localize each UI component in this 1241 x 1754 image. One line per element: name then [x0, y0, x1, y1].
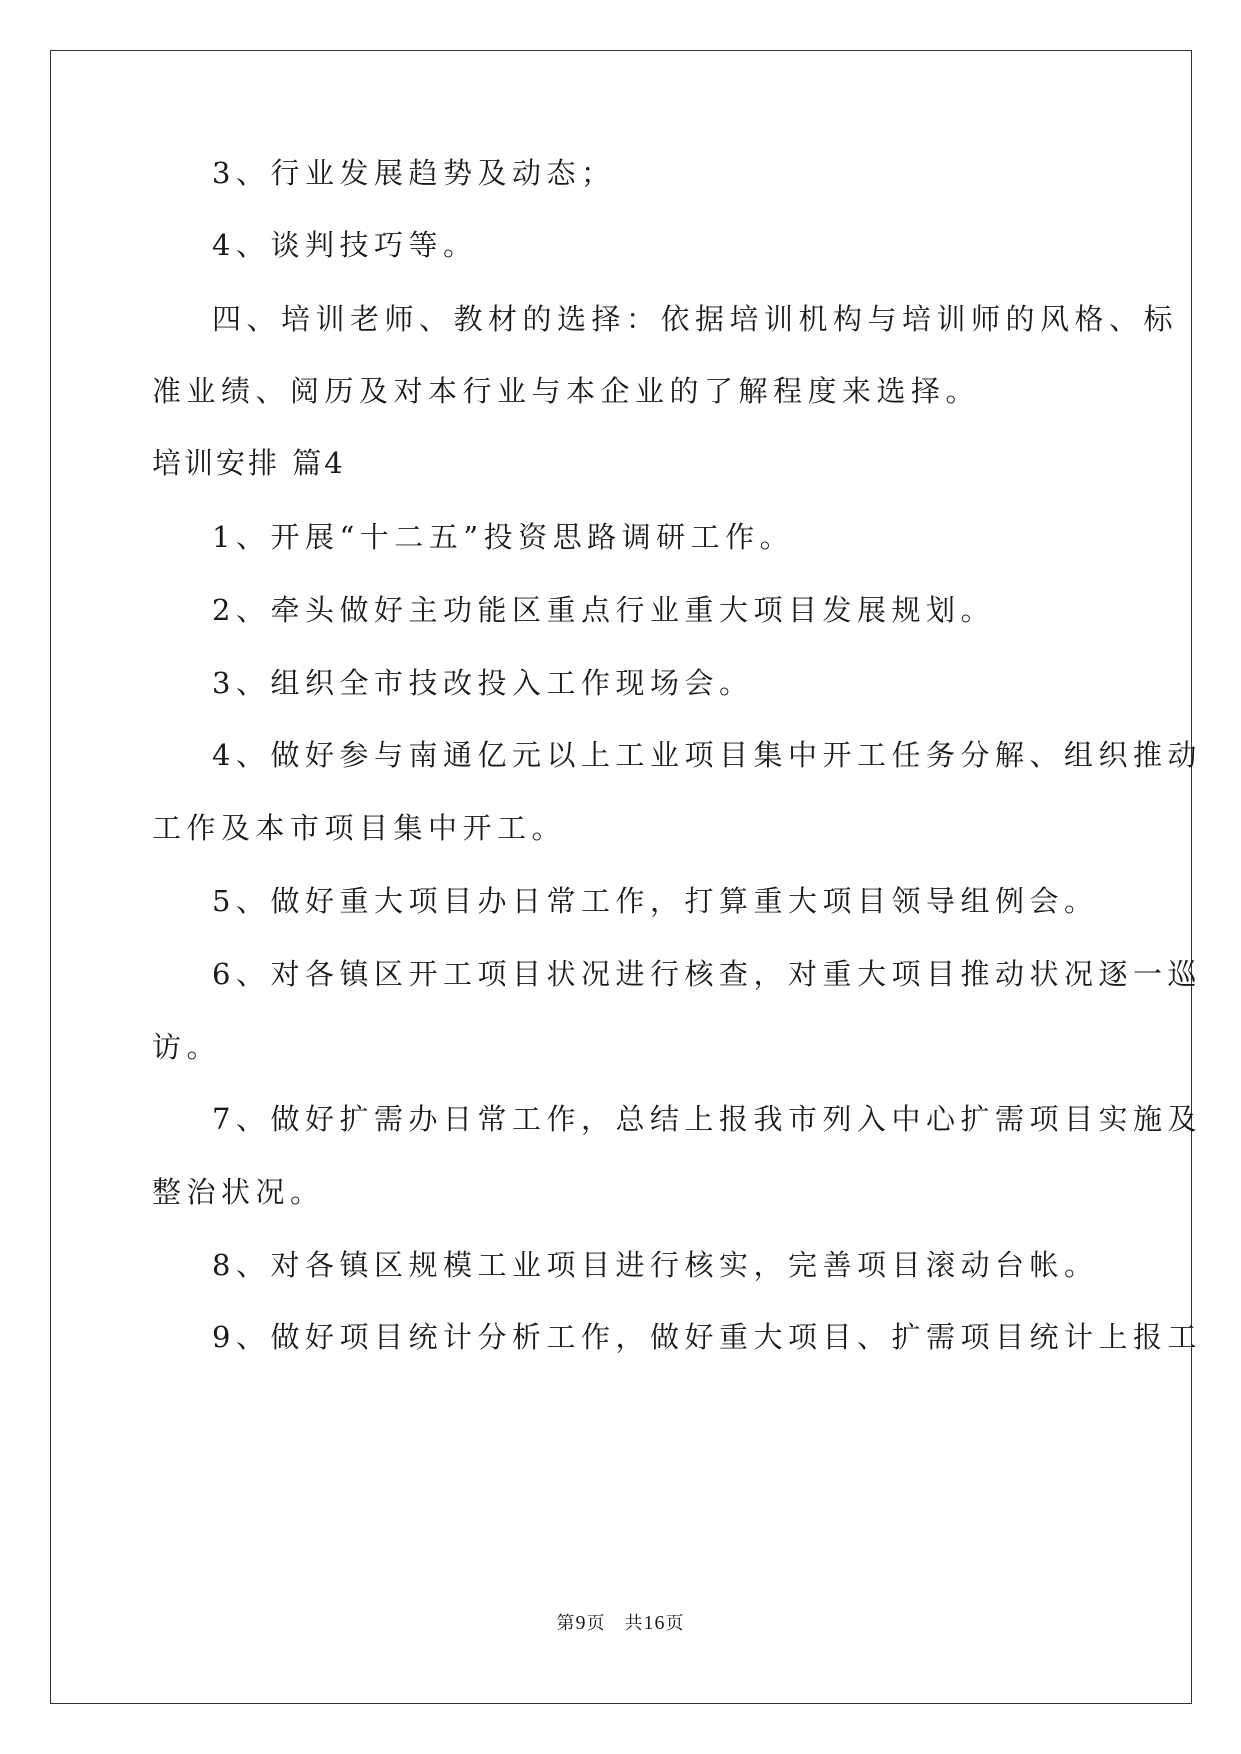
paragraph-line: 4、谈判技巧等。: [212, 228, 478, 262]
paragraph-line: 访。: [152, 1030, 222, 1064]
paragraph-line: 5、做好重大项目办日常工作，打算重大项目领导组例会。: [212, 884, 1099, 918]
footer-mid: 页 共: [586, 1613, 644, 1634]
page-number: 9: [575, 1612, 587, 1634]
total-pages: 16: [643, 1612, 666, 1634]
paragraph-line: 准业绩、阅历及对本行业与本企业的了解程度来选择。: [152, 374, 981, 408]
paragraph-line: 整治状况。: [152, 1175, 325, 1209]
paragraph-line: 工作及本市项目集中开工。: [152, 811, 567, 845]
section-heading: 培训安排 篇4: [152, 446, 346, 480]
paragraph-line: 3、组织全市技改投入工作现场会。: [212, 666, 754, 700]
paragraph-line: 7、做好扩需办日常工作，总结上报我市列入中心扩需项目实施及: [212, 1102, 1202, 1136]
paragraph-line: 2、牵头做好主功能区重点行业重大项目发展规划。: [212, 593, 995, 627]
footer-prefix: 第: [556, 1613, 576, 1634]
paragraph-line: 4、做好参与南通亿元以上工业项目集中开工任务分解、组织推动: [212, 738, 1202, 772]
footer-suffix: 页: [665, 1613, 685, 1634]
paragraph-line: 四、培训老师、教材的选择：依据培训机构与培训师的风格、标: [212, 302, 1179, 336]
paragraph-line: 8、对各镇区规模工业项目进行核实，完善项目滚动台帐。: [212, 1248, 1099, 1282]
paragraph-line: 1、开展“十二五”投资思路调研工作。: [212, 520, 795, 554]
paragraph-line: 9、做好项目统计分析工作，做好重大项目、扩需项目统计上报工: [212, 1320, 1202, 1354]
paragraph-line: 6、对各镇区开工项目状况进行核查，对重大项目推动状况逐一巡: [212, 957, 1202, 991]
paragraph-line: 3、行业发展趋势及动态；: [212, 156, 616, 190]
page-footer: [0, 1609, 1241, 1635]
page-border: [50, 50, 1192, 1704]
